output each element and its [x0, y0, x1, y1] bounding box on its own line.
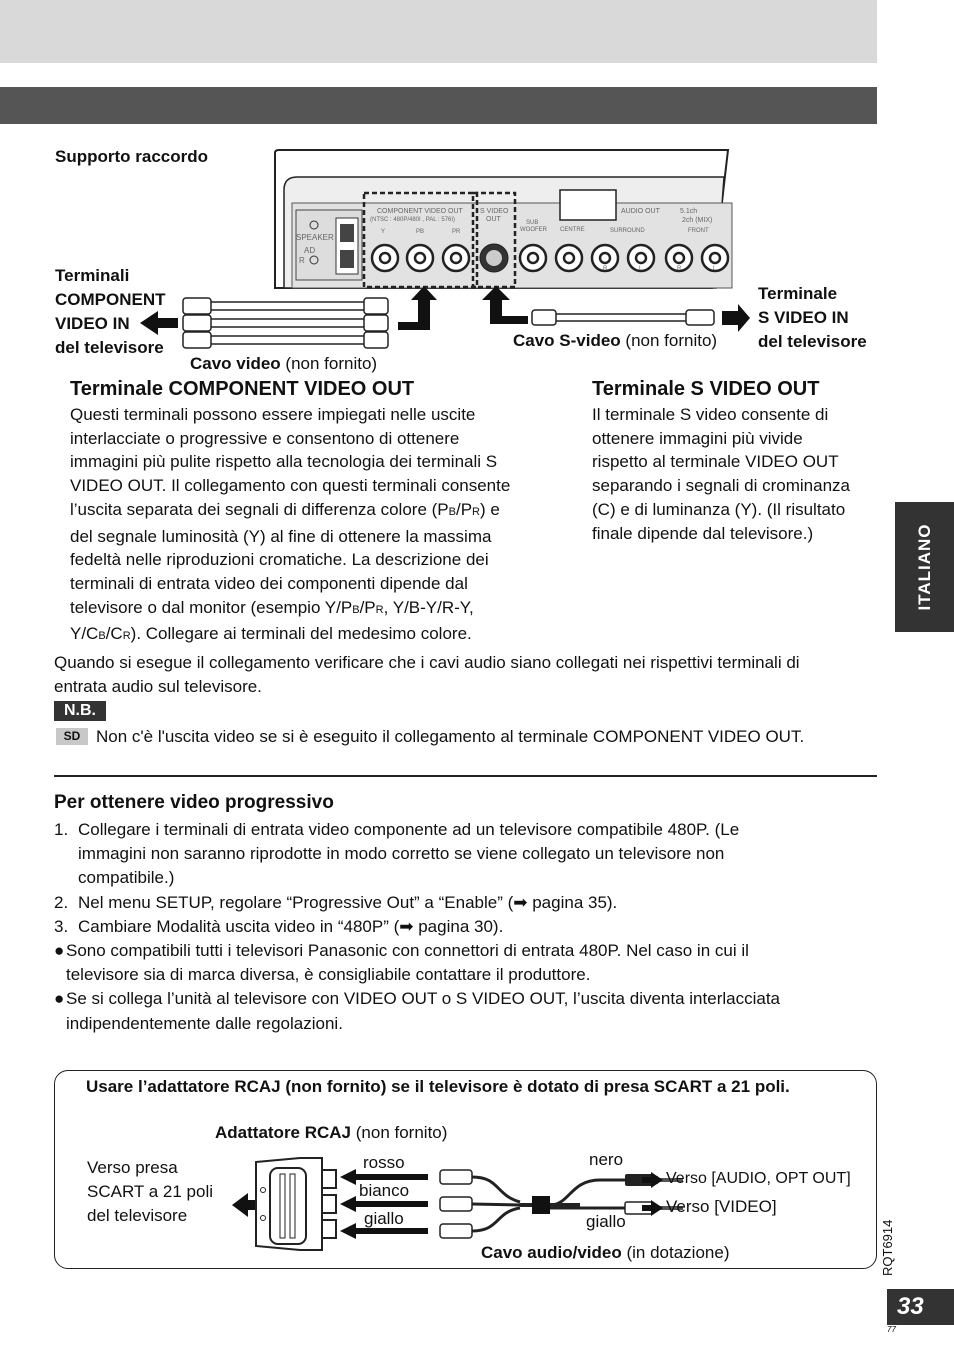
panel-ad: AD: [304, 246, 316, 255]
panel-rl-2: L: [639, 266, 643, 272]
section-divider: [54, 775, 877, 777]
language-tab: ITALIANO: [895, 502, 954, 632]
progressive-title: Per ottenere video progressivo: [54, 792, 334, 813]
label-giallo-left: giallo: [364, 1209, 404, 1228]
panel-centre: CENTRE: [560, 227, 585, 233]
doc-code: RQT6914: [880, 1219, 895, 1276]
page-small: 77: [887, 1325, 896, 1334]
list-item: 3. Cambiare Modalità uscita video in “480P” (➡ pagina 30).: [54, 916, 504, 936]
list-item: 1. Collegare i terminali di entrata video componente ad un televisore compatibile 480P. (Le immagini non saranno riprodotte in modo corretto se viene collegato un televisore non compatibile.): [54, 820, 740, 888]
label-giallo-right: giallo: [586, 1212, 626, 1231]
svideo-title: Terminale S VIDEO OUT: [592, 378, 820, 400]
panel-rl-1: R: [603, 266, 608, 272]
label-adattatore: Adattatore RCAJ (non fornito): [215, 1123, 448, 1142]
label-verso-audio: Verso [AUDIO, OPT OUT]: [666, 1170, 851, 1187]
component-body: Questi terminali possono essere impiegati nelle uscite interlacciate o progressive e consentono di ottenere immagini più pulite rispetto alla tecnologia dei terminali S VIDEO OUT. Il collegamento con questi terminali consente l’uscita separata dei segnali di differenza colore (PB/PR) e del segnale luminosità (Y) al fine di ottenere la massima fedeltà nelle riproduzioni cromatiche. La descrizione dei terminali di entrata video dei componenti dipende dal televisore o dal monitor (esempio Y/PB/PR, Y/B-Y/R-Y, Y/CB/CR). Collegare ai terminali del medesimo colore.: [70, 405, 511, 644]
label-supporto-raccordo: Supporto raccordo: [55, 147, 209, 166]
label-verso-presa: Verso presa SCART a 21 poli del televisore: [87, 1158, 213, 1225]
nb-text: Non c'è l'uscita video se si è eseguito il collegamento al terminale COMPONENT VIDEO OUT.: [96, 727, 805, 746]
panel-component-video-out: COMPONENT VIDEO OUT: [377, 208, 463, 215]
progressive-list: [54, 818, 874, 1036]
panel-s-video-out: OUT: [486, 216, 501, 223]
panel-front: FRONT: [688, 228, 709, 234]
panel-y: Y: [381, 229, 386, 235]
panel-rl-3: R: [677, 266, 682, 272]
panel-sub: SUB: [526, 220, 539, 226]
list-item: 2. Nel menu SETUP, regolare “Progressive Out” a “Enable” (➡ pagina 35).: [54, 892, 618, 912]
label-verso-video: Verso [VIDEO]: [666, 1197, 777, 1216]
label-rosso: rosso: [363, 1153, 405, 1172]
label-bianco: bianco: [359, 1181, 410, 1200]
label-cavo-video: Cavo video (non fornito): [190, 354, 378, 373]
nb-badge: N.B.: [54, 701, 106, 721]
scart-heading: Usare l’adattatore RCAJ (non fornito) se il televisore è dotato di presa SCART a 21 poli.: [86, 1077, 790, 1096]
component-title: Terminale COMPONENT VIDEO OUT: [70, 378, 415, 400]
label-cavo-audio-video: Cavo audio/video (in dotazione): [481, 1243, 730, 1262]
panel-ntsc: (NTSC : 480P/480I , PAL : 576I): [370, 217, 456, 223]
panel-pr: PR: [452, 229, 461, 235]
panel-pb: PB: [416, 229, 425, 235]
audio-note: Quando si esegue il collegamento verificare che i cavi audio siano collegati nei rispettivi terminali di entrata audio sul televisore.: [54, 653, 800, 696]
label-s-video-tv: Terminale S VIDEO IN del televisore: [758, 284, 867, 351]
panel-audio-out: AUDIO OUT: [621, 208, 660, 215]
panel-2ch-mix: 2ch (MIX): [682, 217, 713, 224]
panel-51ch: 5.1ch: [680, 208, 698, 215]
svideo-body: Il terminale S video consente di ottenere immagini più vivide rispetto al terminale VIDEO OUT separando i segnali di crominanza (C) e di luminanza (Y). (Il risultato finale dipende dal televisore.): [592, 405, 850, 543]
panel-s-video: S VIDEO: [480, 208, 509, 215]
header-band-dark: [0, 87, 877, 124]
label-cavo-s-video: Cavo S-video (non fornito): [513, 331, 718, 350]
panel-surround: SURROUND: [610, 228, 645, 234]
panel-speaker: SPEAKER: [296, 233, 334, 242]
panel-rl-4: L: [713, 266, 717, 272]
label-nero: nero: [589, 1150, 624, 1169]
list-item: ● Sono compatibili tutti i televisori Panasonic con connettori di entrata 480P. Nel caso in cui il televisore sia di marca diversa, è consigliabile contattare il produttore.: [54, 941, 749, 985]
list-item: ● Se si collega l’unità al televisore con VIDEO OUT o S VIDEO OUT, l’uscita diventa interlacciata indipendentemente dalle regolazioni.: [54, 989, 780, 1033]
label-component-tv: Terminali COMPONENT VIDEO IN del televisore: [55, 266, 166, 357]
sd-badge: SD: [56, 728, 88, 745]
page-number: 33: [887, 1289, 954, 1325]
panel-r: R: [299, 256, 305, 265]
panel-woofer: WOOFER: [520, 227, 547, 233]
header-band-light: [0, 0, 877, 63]
